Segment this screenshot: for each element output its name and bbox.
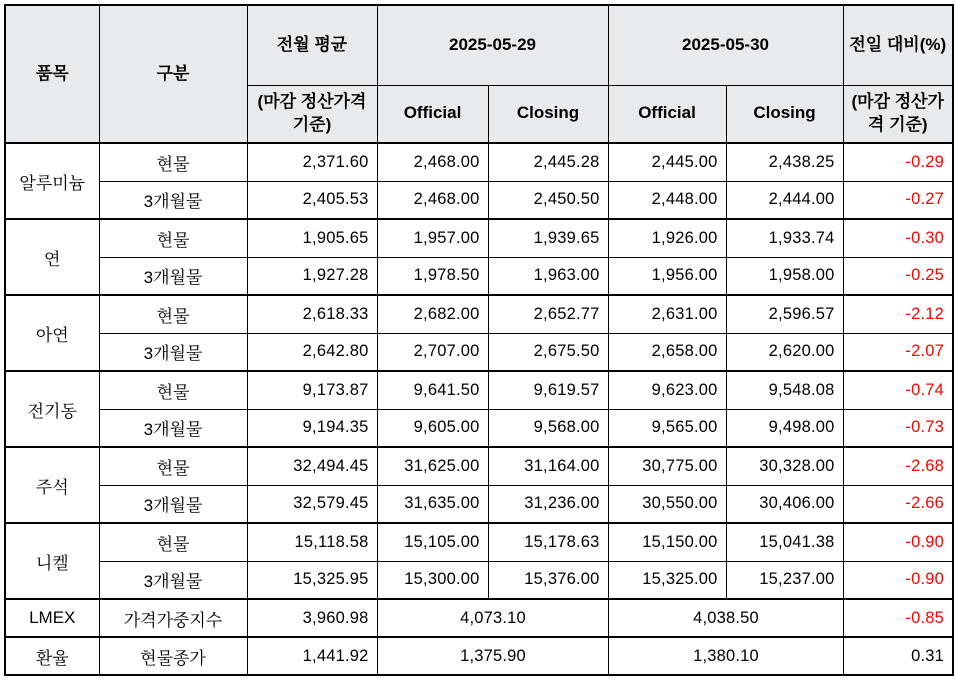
cell-official-0530: 15,150.00 [608, 523, 726, 561]
cell-closing-0529: 9,568.00 [488, 409, 608, 447]
cell-category: 현물 [99, 295, 247, 333]
cell-category: 3개월물 [99, 409, 247, 447]
cell-change: -0.90 [843, 523, 953, 561]
cell-official-0530: 2,445.00 [608, 143, 726, 181]
cell-closing-0529: 2,675.50 [488, 333, 608, 371]
cell-prev-avg: 32,579.45 [247, 485, 377, 523]
cell-category: 현물 [99, 371, 247, 409]
cell-prev-avg: 1,441.92 [247, 637, 377, 675]
header-date-2025-05-29: 2025-05-29 [377, 5, 608, 85]
cell-official-0529: 1,978.50 [377, 257, 488, 295]
table-row [5, 295, 953, 333]
cell-closing-0530: 2,596.57 [726, 295, 843, 333]
cell-prev-avg: 3,960.98 [247, 599, 377, 637]
cell-prev-avg: 9,173.87 [247, 371, 377, 409]
table-row [5, 219, 953, 257]
header-prev-avg-basis: (마감 정산가격 기준) [247, 85, 377, 143]
header-date-2025-05-30: 2025-05-30 [608, 5, 843, 85]
cell-official-0530: 2,448.00 [608, 181, 726, 219]
cell-change: -0.85 [843, 599, 953, 637]
cell-closing-0530: 30,406.00 [726, 485, 843, 523]
cell-closing-0530: 2,438.25 [726, 143, 843, 181]
cell-closing-0530: 9,498.00 [726, 409, 843, 447]
header-category: 구분 [99, 5, 247, 143]
cell-official-0530: 2,631.00 [608, 295, 726, 333]
table-row [5, 523, 953, 561]
cell-0529-merged: 1,375.90 [377, 637, 608, 675]
header-change: 전일 대비(%) [843, 5, 953, 85]
cell-official-0529: 2,682.00 [377, 295, 488, 333]
cell-category: 3개월물 [99, 333, 247, 371]
cell-closing-0529: 31,164.00 [488, 447, 608, 485]
cell-prev-avg: 15,118.58 [247, 523, 377, 561]
cell-item: 아연 [5, 295, 99, 371]
table-row [5, 561, 953, 599]
header-prev-avg: 전월 평균 [247, 5, 377, 85]
cell-closing-0530: 2,620.00 [726, 333, 843, 371]
cell-change: -2.68 [843, 447, 953, 485]
cell-item: 전기동 [5, 371, 99, 447]
cell-prev-avg: 9,194.35 [247, 409, 377, 447]
cell-official-0529: 1,957.00 [377, 219, 488, 257]
cell-closing-0530: 30,328.00 [726, 447, 843, 485]
cell-category: 현물 [99, 219, 247, 257]
cell-category: 현물종가 [99, 637, 247, 675]
cell-closing-0529: 1,939.65 [488, 219, 608, 257]
cell-item: 연 [5, 219, 99, 295]
cell-change: -0.73 [843, 409, 953, 447]
cell-change: -0.74 [843, 371, 953, 409]
cell-official-0530: 1,956.00 [608, 257, 726, 295]
lme-daily-price-table [4, 4, 954, 676]
cell-official-0529: 2,468.00 [377, 143, 488, 181]
table-row [5, 447, 953, 485]
cell-item: 알루미늄 [5, 143, 99, 219]
cell-official-0530: 9,623.00 [608, 371, 726, 409]
cell-official-0530: 9,565.00 [608, 409, 726, 447]
table-row [5, 599, 953, 637]
cell-official-0530: 30,775.00 [608, 447, 726, 485]
table-row [5, 409, 953, 447]
cell-prev-avg: 2,371.60 [247, 143, 377, 181]
cell-closing-0530: 15,041.38 [726, 523, 843, 561]
cell-change: 0.31 [843, 637, 953, 675]
cell-change: -0.29 [843, 143, 953, 181]
cell-closing-0529: 2,445.28 [488, 143, 608, 181]
cell-closing-0529: 2,450.50 [488, 181, 608, 219]
cell-change: -0.27 [843, 181, 953, 219]
cell-category: 현물 [99, 143, 247, 181]
cell-closing-0530: 1,933.74 [726, 219, 843, 257]
header-official-0530: Official [608, 85, 726, 143]
cell-category: 3개월물 [99, 561, 247, 599]
cell-closing-0529: 31,236.00 [488, 485, 608, 523]
cell-official-0529: 2,707.00 [377, 333, 488, 371]
cell-closing-0529: 2,652.77 [488, 295, 608, 333]
cell-closing-0529: 15,376.00 [488, 561, 608, 599]
cell-official-0529: 15,105.00 [377, 523, 488, 561]
table-row [5, 485, 953, 523]
cell-closing-0530: 15,237.00 [726, 561, 843, 599]
cell-official-0529: 9,641.50 [377, 371, 488, 409]
cell-change: -2.07 [843, 333, 953, 371]
cell-official-0529: 31,625.00 [377, 447, 488, 485]
table-header [5, 5, 953, 143]
cell-category: 현물 [99, 447, 247, 485]
cell-prev-avg: 2,618.33 [247, 295, 377, 333]
cell-item: LMEX [5, 599, 99, 637]
cell-change: -0.25 [843, 257, 953, 295]
table-row [5, 257, 953, 295]
cell-closing-0530: 9,548.08 [726, 371, 843, 409]
header-closing-0529: Closing [488, 85, 608, 143]
cell-closing-0530: 2,444.00 [726, 181, 843, 219]
cell-category: 현물 [99, 523, 247, 561]
cell-change: -2.66 [843, 485, 953, 523]
cell-category: 3개월물 [99, 485, 247, 523]
table-row [5, 181, 953, 219]
cell-prev-avg: 15,325.95 [247, 561, 377, 599]
cell-category: 가격가중지수 [99, 599, 247, 637]
cell-official-0529: 9,605.00 [377, 409, 488, 447]
cell-category: 3개월물 [99, 257, 247, 295]
cell-prev-avg: 1,927.28 [247, 257, 377, 295]
cell-prev-avg: 1,905.65 [247, 219, 377, 257]
cell-closing-0529: 9,619.57 [488, 371, 608, 409]
cell-0529-merged: 4,073.10 [377, 599, 608, 637]
header-item: 품목 [5, 5, 99, 143]
cell-closing-0529: 1,963.00 [488, 257, 608, 295]
cell-official-0530: 2,658.00 [608, 333, 726, 371]
cell-change: -0.30 [843, 219, 953, 257]
table-row [5, 333, 953, 371]
cell-prev-avg: 2,642.80 [247, 333, 377, 371]
cell-0530-merged: 4,038.50 [608, 599, 843, 637]
cell-closing-0529: 15,178.63 [488, 523, 608, 561]
cell-official-0530: 15,325.00 [608, 561, 726, 599]
table-row [5, 637, 953, 675]
cell-prev-avg: 32,494.45 [247, 447, 377, 485]
cell-official-0530: 1,926.00 [608, 219, 726, 257]
cell-closing-0530: 1,958.00 [726, 257, 843, 295]
header-change-basis: (마감 정산가격 기준) [843, 85, 953, 143]
cell-official-0530: 30,550.00 [608, 485, 726, 523]
table-row [5, 371, 953, 409]
cell-official-0529: 2,468.00 [377, 181, 488, 219]
header-official-0529: Official [377, 85, 488, 143]
cell-official-0529: 15,300.00 [377, 561, 488, 599]
cell-change: -0.90 [843, 561, 953, 599]
cell-official-0529: 31,635.00 [377, 485, 488, 523]
cell-0530-merged: 1,380.10 [608, 637, 843, 675]
cell-prev-avg: 2,405.53 [247, 181, 377, 219]
cell-item: 주석 [5, 447, 99, 523]
cell-change: -2.12 [843, 295, 953, 333]
cell-category: 3개월물 [99, 181, 247, 219]
cell-item: 니켈 [5, 523, 99, 599]
table-body [5, 143, 953, 675]
header-closing-0530: Closing [726, 85, 843, 143]
table-row [5, 143, 953, 181]
cell-item: 환율 [5, 637, 99, 675]
